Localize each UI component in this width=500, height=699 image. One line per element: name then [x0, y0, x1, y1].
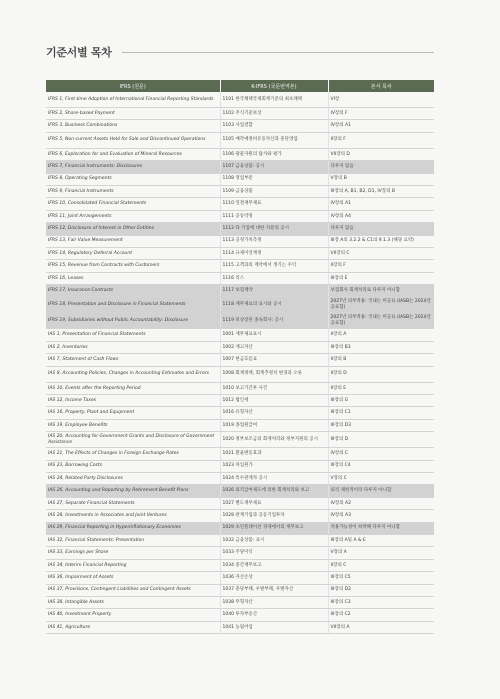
ifrs-standard-cell: IFRS 9, Financial Instruments [46, 185, 220, 197]
ifrs-standard-cell: IFRS 19, Subsidiaries without Public Accountability: Disclosure [46, 313, 220, 329]
kifrs-standard-cell: 1001 재무제표표시 [220, 329, 328, 341]
chapter-reference-cell: IV장의 F [328, 108, 434, 120]
table-row [46, 547, 434, 559]
chapter-reference-cell: II장의 D [328, 366, 434, 382]
ifrs-standard-cell: IAS 27, Separate Financial Statements [46, 497, 220, 509]
chapter-reference-cell: IV장의 A4 [328, 210, 434, 222]
table-row [46, 285, 434, 297]
chapter-reference-cell: V장의 A [328, 547, 434, 559]
ifrs-standard-cell: IAS 28, Investments in Associates and Joint Ventures [46, 510, 220, 522]
chapter-reference-cell: V장의 C [328, 472, 434, 484]
kifrs-standard-cell: 1033 주당이익 [220, 547, 328, 559]
ifrs-standard-cell: IAS 8, Accounting Policies, Changes in Accounting Estimates and Errors [46, 366, 220, 382]
ifrs-standard-cell: IFRS 1, First-time Adoption of International Financial Reporting Standards [46, 92, 220, 108]
ifrs-standard-cell: IAS 32, Financial Statements: Presentation [46, 534, 220, 546]
kifrs-standard-cell: 1110 연결재무제표 [220, 198, 328, 210]
chapter-reference-cell: 퇴직 제한적이라 다루지 아니함 [328, 485, 434, 497]
table-row [46, 407, 434, 419]
chapter-reference-cell: II장의 F [328, 260, 434, 272]
chapter-reference-cell: III장의 D3 [328, 419, 434, 431]
ifrs-standard-cell: IAS 41, Agriculture [46, 621, 220, 633]
ifrs-standard-cell: IAS 40, Investment Property [46, 609, 220, 621]
chapter-reference-cell: 적용가능성이 희박해 다루지 아니함 [328, 522, 434, 534]
chapter-reference-cell: IV장의 A1 [328, 120, 434, 132]
table-row [46, 609, 434, 621]
chapter-reference-cell: III장의 C5 [328, 572, 434, 584]
kifrs-standard-cell: 1007 현금흐름표 [220, 354, 328, 366]
kifrs-standard-cell: 1028 관계기업과 공동기업투자 [220, 510, 328, 522]
chapter-reference-cell: III장의 E [328, 272, 434, 284]
kifrs-standard-cell: 1036 자산손상 [220, 572, 328, 584]
ifrs-standard-cell: IAS 10, Events after the Reporting Period [46, 382, 220, 394]
kifrs-standard-cell: 1108 영업부문 [220, 173, 328, 185]
kifrs-standard-cell: 1105 매각예정비유동자산과 중단영업 [220, 132, 328, 148]
ifrs-standard-cell: IFRS 6, Exploration for and Evaluation of Mineral Resources [46, 148, 220, 160]
ifrs-standard-cell: IAS 37, Provisions, Contingent Liabilities and Contingent Assets [46, 584, 220, 596]
chapter-reference-cell: IV장의 A2 [328, 497, 434, 509]
chapter-reference-cell: 보험회사 회계처리로 다루지 아니함 [328, 285, 434, 297]
kifrs-standard-cell: 1102 주식기준보상 [220, 108, 328, 120]
table-row [46, 161, 434, 173]
kifrs-standard-cell: 1020 정부보조금의 회계처리와 정부지원의 공시 [220, 432, 328, 448]
chapter-reference-cell: VII장의 A [328, 621, 434, 633]
chapter-reference-cell: II장의 C [328, 559, 434, 571]
chapter-reference-cell: II장의 A [328, 329, 434, 341]
chapter-reference-cell: II장의 F [328, 132, 434, 148]
ifrs-standard-cell: IAS 20, Accounting for Government Grants and Disclosure of Government Assistance [46, 432, 220, 448]
table-row [46, 485, 434, 497]
table-row [46, 382, 434, 394]
header-reference: 본서 목차 [328, 80, 434, 92]
kifrs-standard-cell: 1041 농림어업 [220, 621, 328, 633]
table-row [46, 297, 434, 313]
kifrs-standard-cell: 1114 규제이연계정 [220, 247, 328, 259]
ifrs-standard-cell: IAS 1, Presentation of Financial Statements [46, 329, 220, 341]
table-row [46, 92, 434, 108]
table-row [46, 185, 434, 197]
table-row [46, 354, 434, 366]
table-header-row [46, 80, 434, 92]
chapter-reference-cell: III장의 C1 [328, 407, 434, 419]
ifrs-standard-cell: IFRS 12, Disclosure of Interest in Other Entities [46, 223, 220, 235]
table-row [46, 596, 434, 608]
table-row [46, 432, 434, 448]
chapter-reference-cell: VI장 [328, 92, 434, 108]
chapter-reference-cell: III장 A의 3.2.2 & C1의 9.1.3 (해당 요약) [328, 235, 434, 247]
chapter-reference-cell: II장의 E [328, 382, 434, 394]
kifrs-standard-cell: 1026 퇴직급여제도에 의한 회계처리와 보고 [220, 485, 328, 497]
ifrs-standard-cell: IAS 26, Accounting and Reporting by Retirement Benefit Plans [46, 485, 220, 497]
ifrs-standard-cell: IFRS 3, Business Combinations [46, 120, 220, 132]
chapter-reference-cell: III장의 D [328, 432, 434, 448]
table-row [46, 497, 434, 509]
ifrs-standard-cell: IFRS 17, Insurance Contracts [46, 285, 220, 297]
ifrs-standard-cell: IAS 12, Income Taxes [46, 395, 220, 407]
ifrs-standard-cell: IFRS 18, Presentation and Disclosure in Financial Statements [46, 297, 220, 313]
ifrs-standard-cell: IAS 36, Impairment of Assets [46, 572, 220, 584]
chapter-reference-cell: IV장의 A3 [328, 510, 434, 522]
table-row [46, 419, 434, 431]
table-row [46, 210, 434, 222]
chapter-reference-cell: V장의 B [328, 173, 434, 185]
chapter-reference-cell: II장의 B [328, 354, 434, 366]
kifrs-standard-cell: 1112 타 기업에 대한 지분의 공시 [220, 223, 328, 235]
ifrs-standard-cell: IFRS 7, Financial Instruments: Disclosures [46, 161, 220, 173]
kifrs-standard-cell: 1029 초인플레이션 경제에서의 재무보고 [220, 522, 328, 534]
chapter-reference-cell: VII장의 D [328, 148, 434, 160]
kifrs-standard-cell: 1116 리스 [220, 272, 328, 284]
kifrs-standard-cell: 1119 비상장된 종속회사: 공시 [220, 313, 328, 329]
chapter-reference-cell: 2027년 의무적용: 국내는 미공표 (IASB는 2024년 공표함) [328, 297, 434, 313]
table-row [46, 272, 434, 284]
ifrs-standard-cell: IFRS 11, Joint Arrangements [46, 210, 220, 222]
heading-divider [122, 52, 434, 53]
chapter-reference-cell: 다루지 않음 [328, 161, 434, 173]
kifrs-standard-cell: 1016 유형자산 [220, 407, 328, 419]
chapter-reference-cell: III장의 D2 [328, 584, 434, 596]
table-row [46, 108, 434, 120]
kifrs-standard-cell: 1021 환율변동효과 [220, 448, 328, 460]
kifrs-standard-cell: 1106 광물자원의 탐사와 평가 [220, 148, 328, 160]
ifrs-standard-cell: IAS 19, Employee Benefits [46, 419, 220, 431]
kifrs-standard-cell: 1034 중간재무보고 [220, 559, 328, 571]
kifrs-standard-cell: 1113 공정가치측정 [220, 235, 328, 247]
table-row [46, 120, 434, 132]
kifrs-standard-cell: 1118 재무제표의 표시와 공시 [220, 297, 328, 313]
kifrs-standard-cell: 1012 법인세 [220, 395, 328, 407]
ifrs-standard-cell: IAS 33, Earnings per Share [46, 547, 220, 559]
kifrs-standard-cell: 1037 충당부채, 우발부채, 우발자산 [220, 584, 328, 596]
ifrs-standard-cell: IFRS 8, Operating Segments [46, 173, 220, 185]
chapter-reference-cell: 다루지 않음 [328, 223, 434, 235]
table-row [46, 534, 434, 546]
table-row [46, 313, 434, 329]
chapter-reference-cell: III장의 B3 [328, 341, 434, 353]
table-row [46, 235, 434, 247]
table-row [46, 460, 434, 472]
table-header [46, 80, 434, 92]
standards-table [46, 80, 434, 634]
ifrs-standard-cell: IFRS 16, Leases [46, 272, 220, 284]
table-row [46, 472, 434, 484]
kifrs-standard-cell: 1010 보고기간후 사건 [220, 382, 328, 394]
ifrs-standard-cell: IAS 29, Financial Reporting in Hyperinflationary Economies [46, 522, 220, 534]
kifrs-standard-cell: 1103 사업결합 [220, 120, 328, 132]
chapter-reference-cell: IV장의 C [328, 448, 434, 460]
kifrs-standard-cell: 1109 금융상품 [220, 185, 328, 197]
kifrs-standard-cell: 1040 투자부동산 [220, 609, 328, 621]
kifrs-standard-cell: 1024 특수관계자 공시 [220, 472, 328, 484]
kifrs-standard-cell: 1002 재고자산 [220, 341, 328, 353]
kifrs-standard-cell: 1008 회계정책, 회계추정치 변경과 오류 [220, 366, 328, 382]
ifrs-standard-cell: IFRS 13, Fair Value Measurement [46, 235, 220, 247]
ifrs-standard-cell: IFRS 2, Share-based Payment [46, 108, 220, 120]
ifrs-standard-cell: IFRS 14, Regulatory Deferral Account [46, 247, 220, 259]
ifrs-standard-cell: IAS 38, Intangible Assets [46, 596, 220, 608]
chapter-reference-cell: 2027년 의무적용: 국내는 미공표 (IASB는 2024년 공표함) [328, 313, 434, 329]
chapter-reference-cell: III장의 C2 [328, 609, 434, 621]
chapter-reference-cell: VII장의 C [328, 247, 434, 259]
chapter-reference-cell: IV장의 A1 [328, 198, 434, 210]
kifrs-standard-cell: 1101 한국채택국제회계기준의 최초채택 [220, 92, 328, 108]
header-kifrs: K-IFRS (국문번역본) [220, 80, 328, 92]
table-row [46, 173, 434, 185]
ifrs-standard-cell: IAS 23, Borrowing Costs [46, 460, 220, 472]
ifrs-standard-cell: IAS 24, Related Party Disclosures [46, 472, 220, 484]
table-row [46, 329, 434, 341]
table-row [46, 448, 434, 460]
ifrs-standard-cell: IFRS 15, Revenue from Contracts with Customers [46, 260, 220, 272]
kifrs-standard-cell: 1115 고객과의 계약에서 생기는 수익 [220, 260, 328, 272]
table-row [46, 341, 434, 353]
chapter-reference-cell: III장의 A및 A & E [328, 534, 434, 546]
chapter-reference-cell: III장의 G [328, 395, 434, 407]
table-row [46, 395, 434, 407]
table-row [46, 584, 434, 596]
chapter-reference-cell: III장의 C3 [328, 596, 434, 608]
ifrs-standard-cell: IAS 16, Property, Plant and Equipment [46, 407, 220, 419]
kifrs-standard-cell: 1027 별도재무제표 [220, 497, 328, 509]
kifrs-standard-cell: 1019 종업원급여 [220, 419, 328, 431]
ifrs-standard-cell: IAS 7, Statement of Cash Flows [46, 354, 220, 366]
kifrs-standard-cell: 1111 공동약정 [220, 210, 328, 222]
table-row [46, 198, 434, 210]
table-row [46, 132, 434, 148]
ifrs-standard-cell: IAS 21, The Effects of Changes in Foreign Exchange Rates [46, 448, 220, 460]
table-row [46, 522, 434, 534]
kifrs-standard-cell: 1032 금융상품: 표시 [220, 534, 328, 546]
ifrs-standard-cell: IAS 2, Inventories [46, 341, 220, 353]
page-heading: 기준서별 목차 [46, 46, 112, 59]
kifrs-standard-cell: 1038 무형자산 [220, 596, 328, 608]
table-row [46, 559, 434, 571]
table-row [46, 148, 434, 160]
ifrs-standard-cell: IFRS 10, Consolidated Financial Statements [46, 198, 220, 210]
chapter-reference-cell: III장의 A, B1, B2, D1, IV장의 B [328, 185, 434, 197]
table-row [46, 572, 434, 584]
table-body [46, 92, 434, 634]
header-ifrs: IFRS (원문) [46, 80, 220, 92]
table-row [46, 223, 434, 235]
table-row [46, 510, 434, 522]
table-row [46, 260, 434, 272]
kifrs-standard-cell: 1107 금융상품: 공시 [220, 161, 328, 173]
ifrs-standard-cell: IFRS 5, Non-current Assets Held for Sale and Discontinued Operations [46, 132, 220, 148]
kifrs-standard-cell: 1023 차입원가 [220, 460, 328, 472]
ifrs-standard-cell: IAS 34, Interim Financial Reporting [46, 559, 220, 571]
table-row [46, 621, 434, 633]
table-row [46, 247, 434, 259]
kifrs-standard-cell: 1117 보험계약 [220, 285, 328, 297]
chapter-reference-cell: III장의 C4 [328, 460, 434, 472]
table-row [46, 366, 434, 382]
